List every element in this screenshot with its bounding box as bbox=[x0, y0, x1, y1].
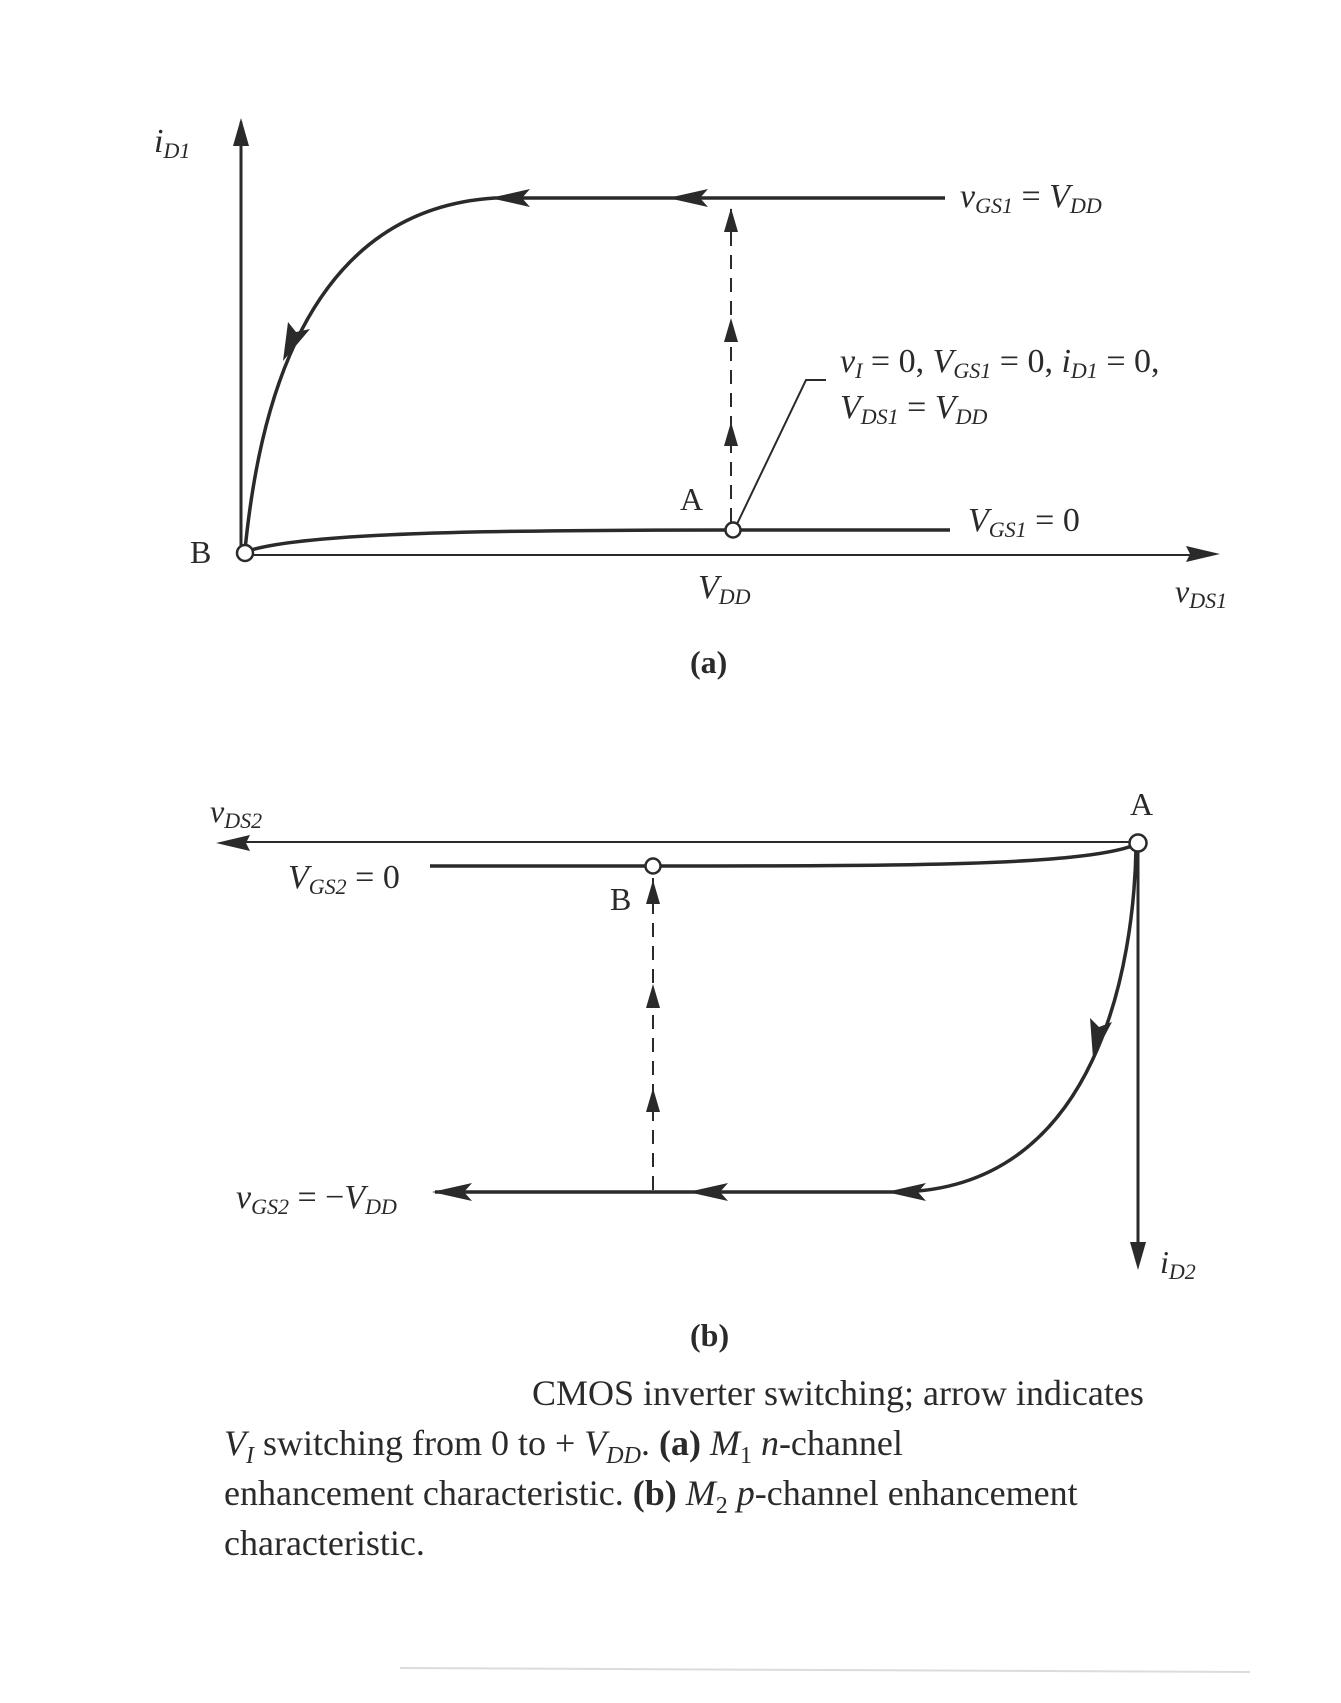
a-dash-arrow-1 bbox=[724, 208, 738, 232]
b-point-a-marker bbox=[1130, 835, 1147, 852]
caption-line-1: CMOS inverter switching; arrow indicates bbox=[532, 1373, 1144, 1413]
b-dash-arrow-3 bbox=[646, 1088, 660, 1112]
b-arrow-curve bbox=[1090, 1018, 1112, 1058]
a-dash-arrow-2 bbox=[724, 318, 738, 342]
a-tick-vdd-label: VDD bbox=[698, 569, 751, 609]
a-point-a-marker bbox=[726, 523, 741, 538]
a-y-axis-arrowhead bbox=[233, 118, 249, 146]
b-curve-neg-label: vGS2 = −VDD bbox=[236, 1179, 397, 1219]
caption-line-2: $V_I$ switching from 0 to + $V_{DD}$. (a) $M_1$ n-channel bbox=[224, 1423, 903, 1470]
a-curve-high-label: vGS1 = VDD bbox=[960, 178, 1102, 218]
a-arrow-curve bbox=[283, 322, 310, 361]
b-point-b-label: B bbox=[610, 881, 632, 917]
a-curve-vgs-zero bbox=[245, 530, 950, 552]
a-y-axis-label: iD1 bbox=[154, 123, 191, 163]
b-x-axis-label: vDS2 bbox=[210, 793, 263, 833]
a-curve-low-label: VGS1 = 0 bbox=[968, 502, 1080, 542]
b-point-b-marker bbox=[646, 859, 661, 874]
a-annotation-line1: vI = 0, VGS1 = 0, iD1 = 0, bbox=[840, 343, 1160, 383]
caption-line-4: characteristic. bbox=[224, 1523, 425, 1563]
figure-caption bbox=[224, 1368, 1244, 1568]
a-point-b-marker bbox=[237, 545, 253, 561]
b-x-axis-arrowhead bbox=[216, 835, 250, 851]
b-curve-zero-label: VGS2 = 0 bbox=[288, 859, 400, 899]
b-point-a-label: A bbox=[1130, 786, 1154, 822]
page-bottom-rule bbox=[400, 1668, 1250, 1672]
b-dash-arrow-2 bbox=[646, 984, 660, 1008]
b-panel-label: (b) bbox=[690, 1317, 730, 1353]
a-point-b-label: B bbox=[190, 534, 212, 570]
figure-a bbox=[154, 118, 1227, 680]
b-dash-arrow-1 bbox=[646, 880, 660, 904]
a-x-axis-label: vDS1 bbox=[1175, 573, 1228, 613]
a-annotation-leader bbox=[737, 380, 826, 524]
figure-b bbox=[210, 786, 1196, 1353]
a-dash-arrow-3 bbox=[724, 422, 738, 446]
b-curve-vgs-zero bbox=[430, 845, 1135, 866]
a-annotation-line2: VDS1 = VDD bbox=[840, 389, 988, 429]
caption-line-3: enhancement characteristic. (b) $M_2$ p-channel enhancement bbox=[224, 1473, 1078, 1520]
b-y-axis-label: iD2 bbox=[1160, 1244, 1196, 1284]
a-point-a-label: A bbox=[680, 481, 704, 517]
b-curve-vgs-neg bbox=[435, 848, 1136, 1192]
b-y-axis-arrowhead bbox=[1130, 1242, 1146, 1270]
a-panel-label: (a) bbox=[690, 644, 728, 680]
a-x-axis-arrowhead bbox=[1186, 546, 1220, 562]
